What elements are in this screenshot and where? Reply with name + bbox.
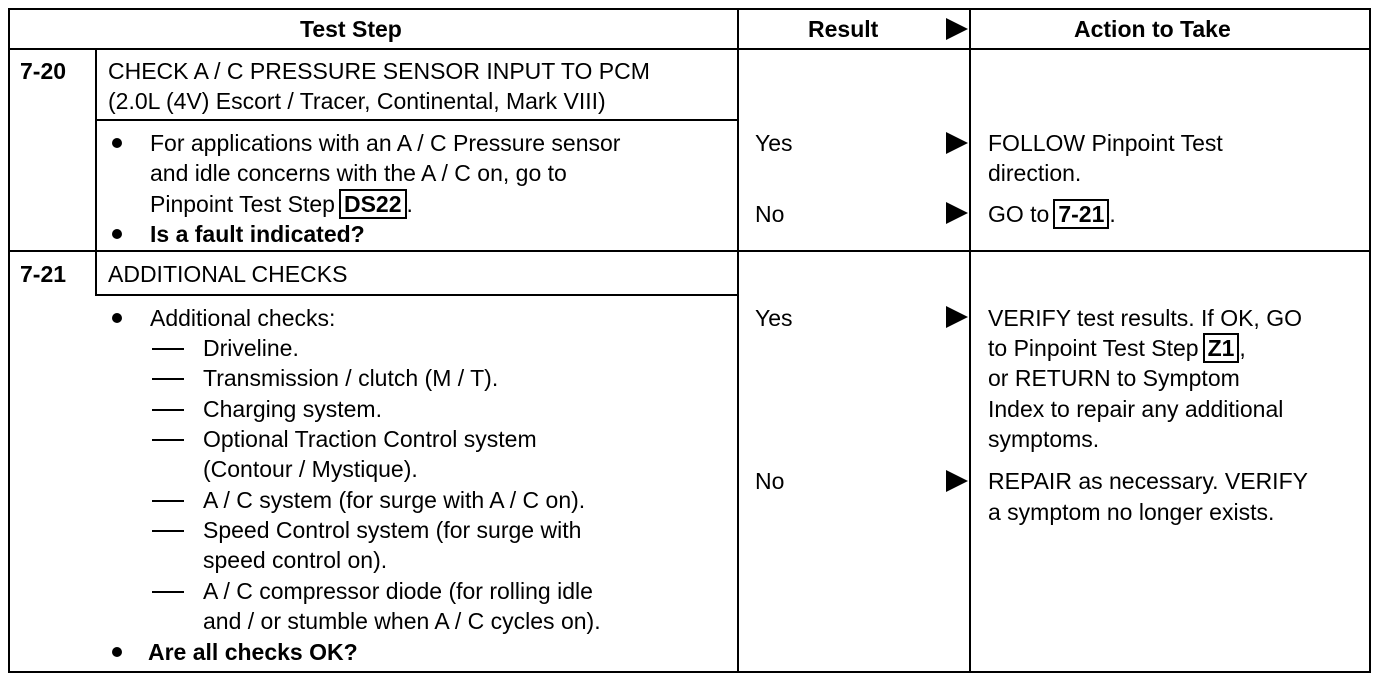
check-dash-icon	[152, 591, 184, 593]
step-721-no-arrow-icon	[946, 470, 968, 492]
check-item-continuation: speed control on).	[203, 547, 388, 573]
step-721-bullet2: Are all checks OK?	[148, 639, 358, 665]
step-720-bullet1-line1: For applications with an A / C Pressure sensor	[150, 130, 621, 156]
row-divider-720-721	[8, 250, 1371, 252]
step-720-number: 7-20	[20, 58, 67, 84]
col-divider-step-number	[95, 50, 97, 296]
step-720-title-line1: CHECK A / C PRESSURE SENSOR INPUT TO PCM	[108, 58, 650, 84]
step-720-action-no-prefix: GO to	[988, 201, 1050, 227]
header-test-step: Test Step	[300, 16, 402, 42]
step-721-action-yes-line1: VERIFY test results. If OK, GO	[988, 305, 1302, 331]
step-720-bullet2-icon	[112, 229, 122, 239]
step-720-action-yes-line1: FOLLOW Pinpoint Test	[988, 130, 1223, 156]
step-720-action-no-tail: .	[1109, 201, 1116, 227]
check-item: Driveline.	[203, 335, 299, 361]
check-dash-icon	[152, 500, 184, 502]
step-721-action-no-line1: REPAIR as necessary. VERIFY	[988, 468, 1308, 494]
step-721-title: ADDITIONAL CHECKS	[108, 261, 348, 287]
check-item: A / C system (for surge with A / C on).	[203, 487, 586, 513]
check-dash-icon	[152, 348, 184, 350]
step-721-ref-z1[interactable]: Z1	[1203, 333, 1240, 363]
step-721-bullet1-icon	[112, 313, 122, 323]
step-720-bullet1-tail: .	[406, 191, 413, 217]
header-divider	[8, 48, 1371, 50]
step-721-action-yes-line3: or RETURN to Symptom	[988, 365, 1240, 391]
step-720-bullet1-text: Pinpoint Test Step	[150, 191, 335, 217]
step-720-result-no: No	[755, 201, 785, 227]
check-dash-icon	[152, 378, 184, 380]
step-720-title-divider	[95, 119, 739, 121]
step-720-title-line2: (2.0L (4V) Escort / Tracer, Continental, Mark VIII)	[108, 88, 606, 114]
step-721-action-yes-line5: symptoms.	[988, 426, 1100, 452]
step-720-yes-arrow-icon	[946, 132, 968, 154]
check-item: Charging system.	[203, 396, 382, 422]
check-item-continuation: (Contour / Mystique).	[203, 456, 418, 482]
check-dash-icon	[152, 439, 184, 441]
step-720-bullet1-line3	[150, 189, 413, 219]
check-item: Optional Traction Control system	[203, 426, 537, 452]
step-721-result-yes: Yes	[755, 305, 793, 331]
step-721-bullet2-icon	[112, 647, 122, 657]
step-721-action-yes-line2	[988, 333, 1246, 363]
step-721-bullet1: Additional checks:	[150, 305, 336, 331]
col-divider-test-step	[737, 8, 739, 673]
check-item: Speed Control system (for surge with	[203, 517, 582, 543]
step-720-action-yes-line2: direction.	[988, 160, 1082, 186]
check-dash-icon	[152, 409, 184, 411]
header-action: Action to Take	[1074, 16, 1231, 42]
step-721-title-divider	[95, 294, 739, 296]
step-721-action-yes-line2-text: to Pinpoint Test Step	[988, 335, 1199, 361]
step-720-bullet1-line2: and idle concerns with the A / C on, go to	[150, 160, 567, 186]
header-arrow-icon	[946, 18, 968, 40]
step-720-action-no	[988, 199, 1116, 229]
step-721-action-yes-line2-tail: ,	[1239, 335, 1246, 361]
check-item: A / C compressor diode (for rolling idle	[203, 578, 593, 604]
step-720-bullet2: Is a fault indicated?	[150, 221, 365, 247]
col-divider-result	[969, 8, 971, 673]
step-721-action-yes-line4: Index to repair any additional	[988, 396, 1284, 422]
step-720-bullet1-icon	[112, 138, 122, 148]
header-result: Result	[808, 16, 879, 42]
step-721-number: 7-21	[20, 261, 67, 287]
step-721-action-no-line2: a symptom no longer exists.	[988, 499, 1275, 525]
step-720-ref-ds22[interactable]: DS22	[339, 189, 407, 219]
step-720-ref-7-21[interactable]: 7-21	[1053, 199, 1109, 229]
step-720-result-yes: Yes	[755, 130, 793, 156]
step-721-yes-arrow-icon	[946, 306, 968, 328]
check-item: Transmission / clutch (M / T).	[203, 365, 499, 391]
check-item-continuation: and / or stumble when A / C cycles on).	[203, 608, 601, 634]
check-dash-icon	[152, 530, 184, 532]
step-720-no-arrow-icon	[946, 202, 968, 224]
step-721-result-no: No	[755, 468, 785, 494]
